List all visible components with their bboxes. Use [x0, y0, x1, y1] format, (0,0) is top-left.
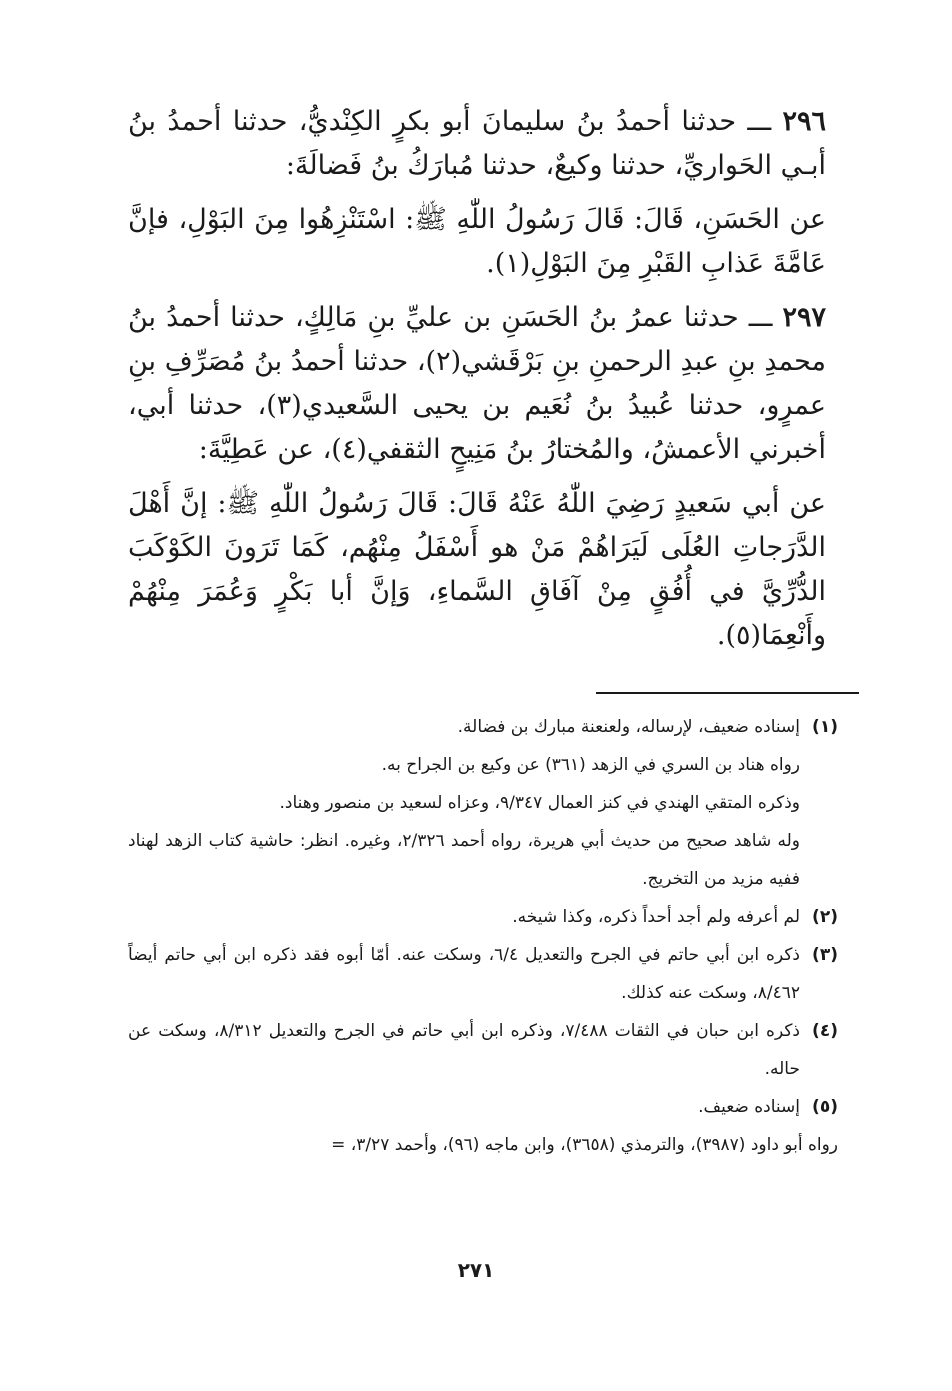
footnotes — [128, 708, 838, 1164]
hadith-number: ٢٩٧ — [782, 302, 826, 333]
footnote-number: (٥) — [812, 1097, 838, 1117]
footnote-1 — [128, 708, 838, 746]
footnote-5 — [128, 1088, 838, 1126]
footnote-1-line: وذكره المتقي الهندي في كنز العمال ٩/٣٤٧، وعزاه لسعيد بن منصور وهناد. — [279, 793, 800, 813]
footnote-number: (٢) — [812, 907, 838, 927]
footnote-text: ذكره ابن حبان في الثقات ٧/٤٨٨، وذكره ابن أبي حاتم في الجرح والتعديل ٨/٣١٢، وسكت عن حاله. — [128, 1021, 800, 1079]
isnad-text: ـــ حدثنا أحمدُ بنُ سليمانَ أبو بكرٍ الكِنْديُّ، حدثنا أحمدُ بنُ أبـي الحَواريِّ، حدثنا وكيعٌ، حدثنا مُبارَكُ بنُ فَضالَةَ: — [128, 106, 826, 181]
footnote-1-line: وله شاهد صحيح من حديث أبي هريرة، رواه أحمد ٢/٣٢٦، وغيره. انظر: حاشية كتاب الزهد لهناد ففيه مزيد من التخريج. — [128, 831, 800, 889]
footnote-3 — [128, 936, 838, 1012]
footnote-number: (٣) — [812, 945, 838, 965]
footnote-divider — [596, 692, 859, 694]
footnote-2 — [128, 898, 838, 936]
footnote-number: (٤) — [812, 1021, 838, 1041]
footnote-1-line: رواه هناد بن السري في الزهد (٣٦١) عن وكيع بن الجراح به. — [381, 755, 800, 775]
footnote-number: (١) — [812, 717, 838, 737]
footnote-4 — [128, 1012, 838, 1088]
footnote-text: ذكره ابن أبي حاتم في الجرح والتعديل ٦/٤، وسكت عنه. أمّا أبوه فقد ذكره ابن أبي حاتم أيضاً ٨/٤٦٢، وسكت عنه كذلك. — [128, 945, 801, 1003]
hadith-number: ٢٩٦ — [782, 106, 826, 137]
footnote-heading: إسناده ضعيف. — [698, 1097, 800, 1117]
page-number: ٢٧١ — [457, 1258, 495, 1282]
hadith-296-matn: عن الحَسَنِ، قَالَ: قَالَ رَسُولُ اللّٰهِ ﷺ: اسْتَنْزِهُوا مِنَ البَوْلِ، فإنَّ عَامَّةَ عَذابِ القَبْرِ مِنَ البَوْلِ(١). — [128, 204, 826, 279]
footnote-heading: إسناده ضعيف، لإرساله، ولعنعنة مبارك بن فضالة. — [457, 717, 800, 737]
isnad-text: ـــ حدثنا عمرُ بنُ الحَسَنِ بن عليِّ بنِ مَالِكٍ، حدثنا أحمدُ بنُ محمدِ بنِ عبدِ الرحمنِ بنِ بَرْقَشي(٢)، حدثنا أحمدُ بنُ مُصَرِّفِ بنِ عمرٍو، حدثنا عُبيدُ بنُ نُعَيم بن يحيى السَّعيدي(٣)، حدثنا أبي، أخبرني الأعمشُ، والمُختارُ بنُ مَنِيحٍ الثقفي(٤)، عن عَطِيَّةَ: — [128, 302, 826, 465]
hadith-297-isnad — [128, 296, 826, 472]
main-text — [128, 100, 826, 668]
footnote-5-line: رواه أبو داود (٣٩٨٧)، والترمذي (٣٦٥٨)، وابن ماجه (٩٦)، وأحمد ٣/٢٧، = — [331, 1135, 838, 1155]
footnote-text: لم أعرفه ولم أجد أحداً ذكره، وكذا شيخه. — [512, 907, 800, 927]
hadith-297-matn: عن أبي سَعيدٍ رَضِيَ اللّٰهُ عَنْهُ قَالَ: قَالَ رَسُولُ اللّٰهِ ﷺ: إنَّ أَهْلَ الدَّرَجاتِ العُلَى لَيَرَاهُمْ مَنْ هو أَسْفَلُ مِنْهُم، كَمَا تَرَونَ الكَوْكَبَ الدُّرِّيَّ في أُفُقٍ مِنْ آفَاقِ السَّماءِ، وَإنَّ أبا بَكْرٍ وَعُمَرَ مِنْهُمْ وأَنْعِمَا(٥). — [128, 488, 826, 651]
hadith-296-isnad — [128, 100, 826, 188]
